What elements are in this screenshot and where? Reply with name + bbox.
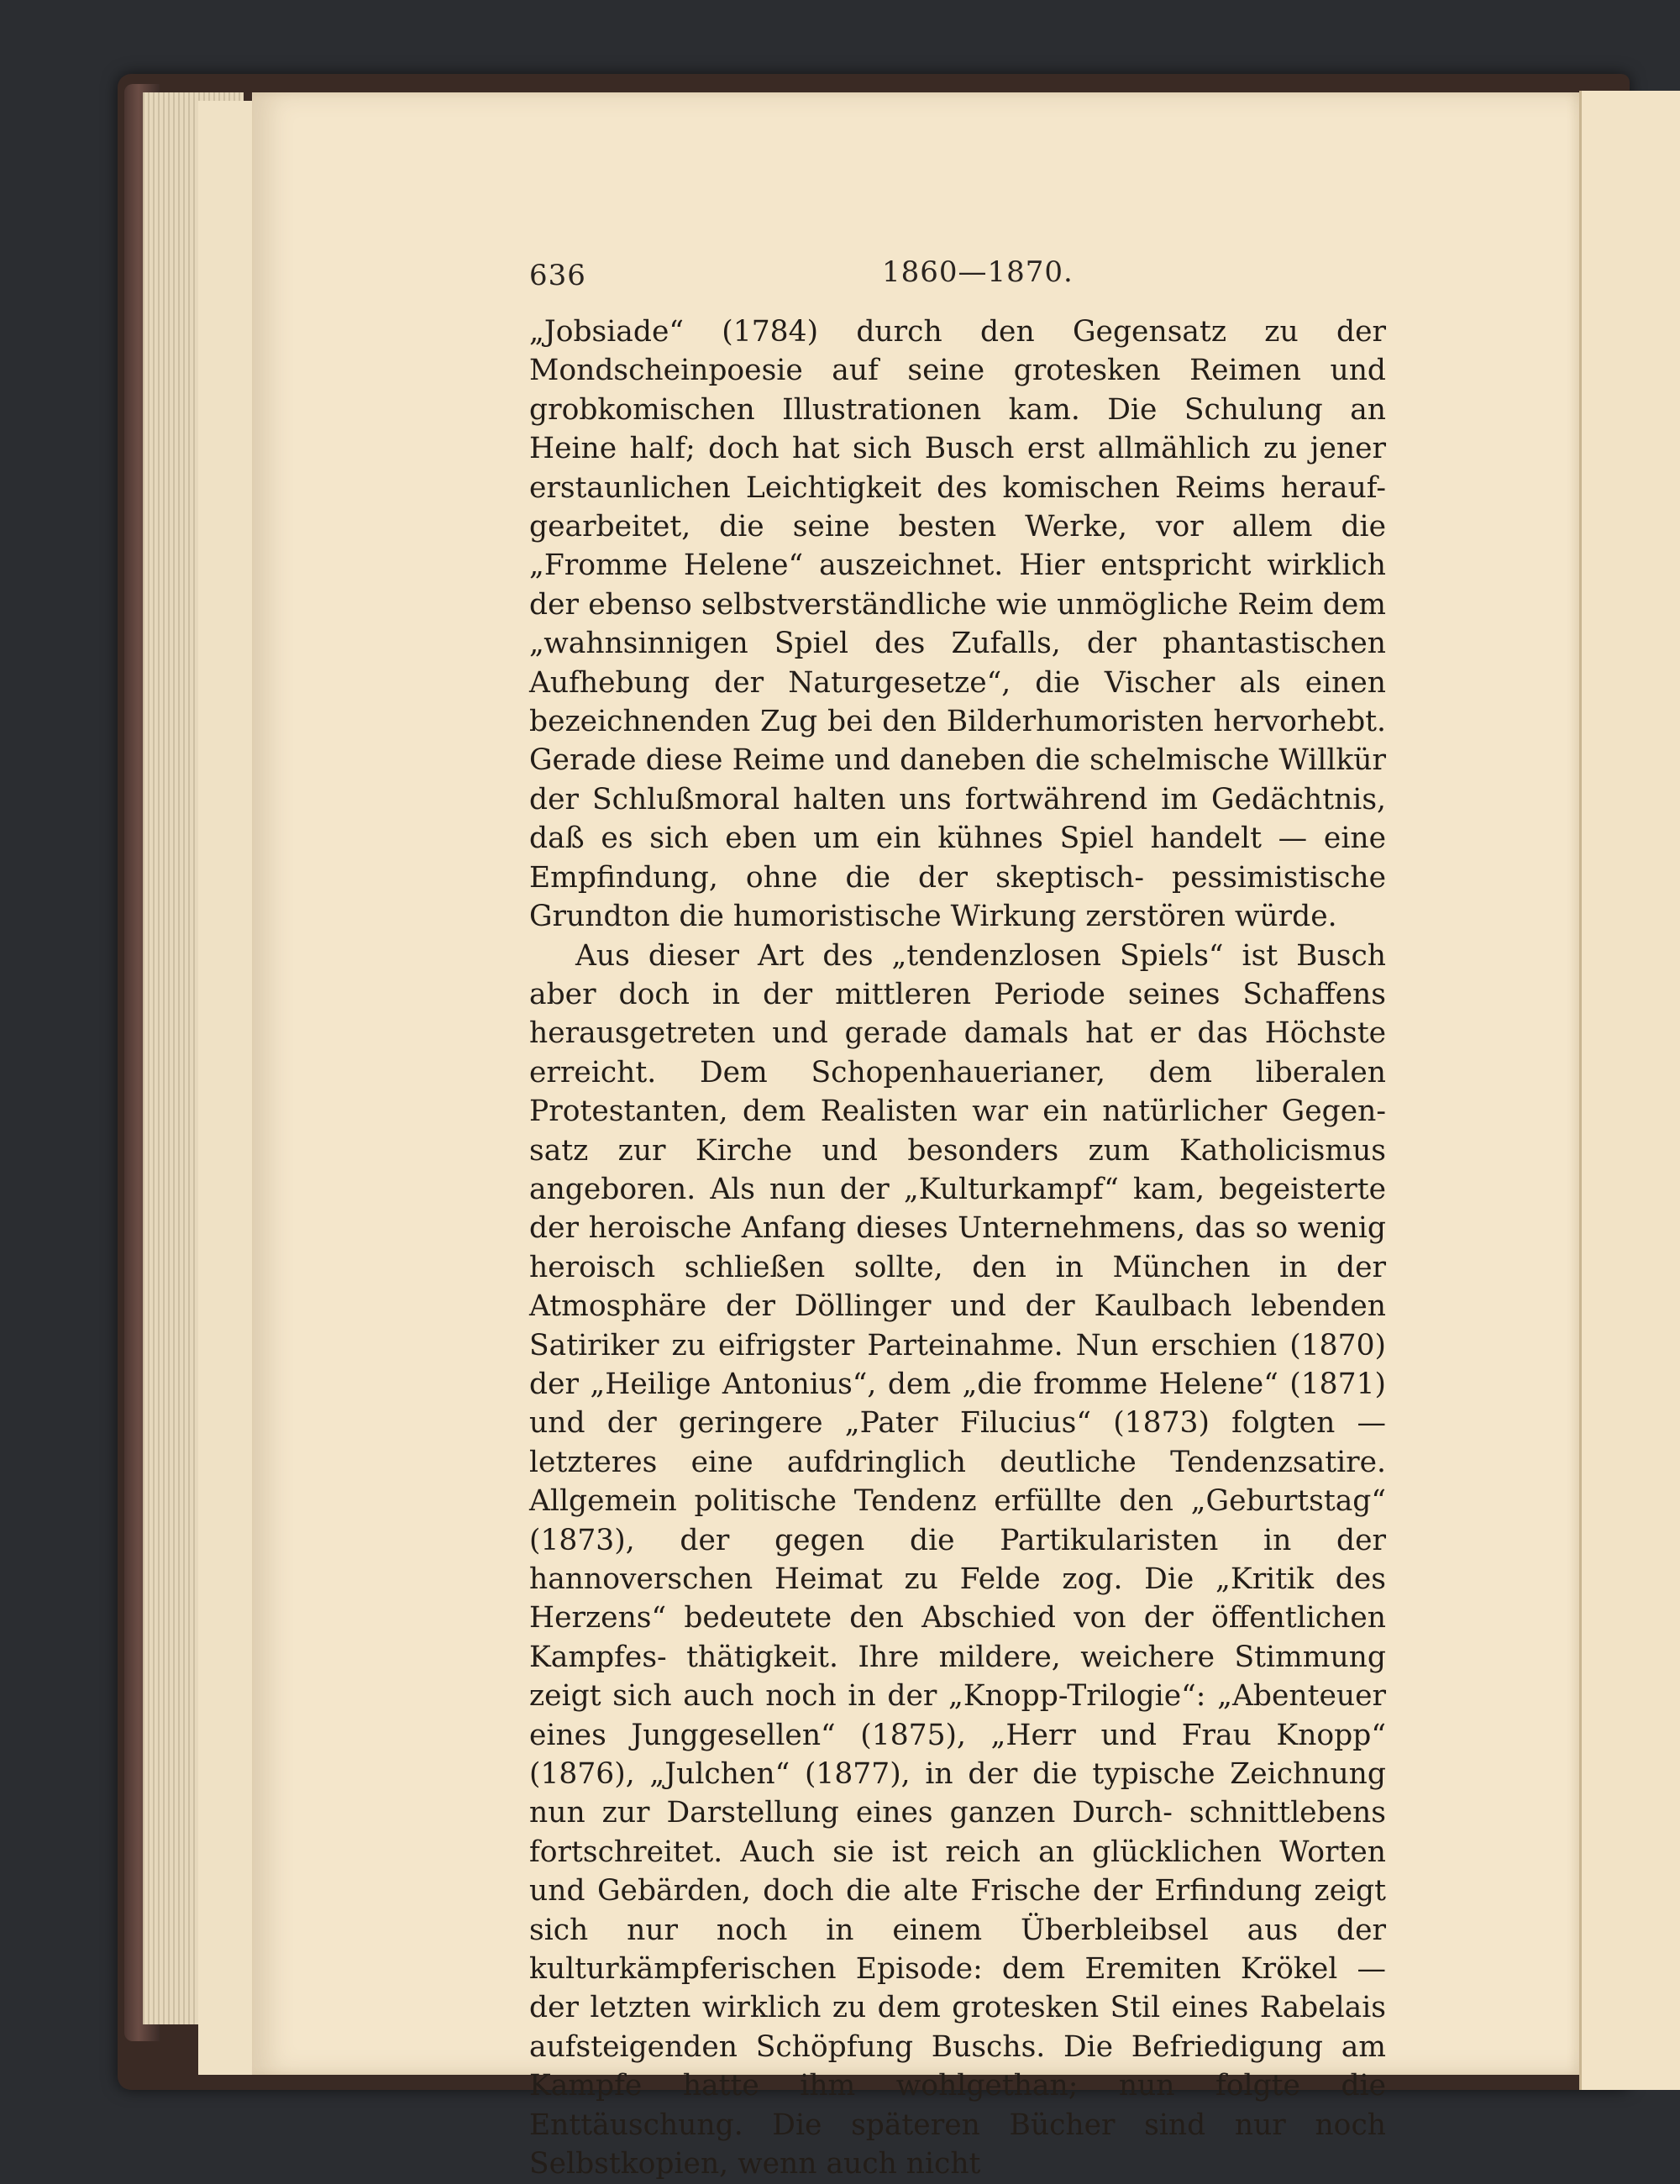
paragraph-2: Aus dieser Art des „tendenzlosen Spiels“ ist Busch aber doch in der mittleren Periode seines Schaffens herausgetreten und gerade damals hat er das Höchste erreicht. Dem Schopenhauerianer, dem liberalen Protestanten, dem Realisten war ein natürlicher Gegen- satz zur Kirche und besonders zum Katholicismus angeboren. Als nun der „Kulturkampf“ kam, begeisterte der heroische Anfang dieses Unternehmens, das so wenig heroisch schließen sollte, den in München in der Atmosphäre der Döllinger und der Kaulbach lebenden Satiriker zu eifrigster Parteinahme. Nun erschien (1870) der „Heilige Antonius“, dem „die fromme Helene“ (1871) und der geringere „Pater Filucius“ (1873) folgten — letzteres eine aufdringlich deutliche Tendenzsatire. Allgemein politische Tendenz erfüllte den „Geburtstag“ (1873), der gegen die Partikularisten in der hannoverschen Heimat zu Felde zog. Die „Kritik des Herzens“ bedeutete den Abschied von der öffentlichen Kampfes- thätigkeit. Ihre mildere, weichere Stimmung zeigt sich auch noch in der „Knopp-Trilogie“: „Abenteuer eines Junggesellen“ (1875), „Herr und Frau Knopp“ (1876), „Julchen“ (1877), in der die typische Zeichnung nun zur Darstellung eines ganzen Durch- schnittlebens fortschreitet. Auch sie ist reich an glücklichen Worten und Gebärden, doch die alte Frische der Erfindung zeigt sich nur noch in einem Überbleibsel aus der kulturkämpferischen Episode: dem Eremiten Krökel — der letzten wirklich zu dem grotesken Stil eines Rabelais aufsteigenden Schöpfung Buschs. Die Befriedigung am Kampfe hatte ihm wohlgethan; nun folgte die Enttäuschung. Die späteren Bücher sind nur noch Selbstkopien, wenn auch nicht <box>529 938 1386 2181</box>
page-header <box>529 252 1386 294</box>
body-text <box>529 312 1386 2184</box>
page-number: 636 <box>529 259 586 292</box>
paragraph-1: „Jobsiade“ (1784) durch den Gegensatz zu der Mondscheinpoesie auf seine grotesken Reimen und grobkomischen Illustrationen kam. Die Schulung an Heine half; doch hat sich Busch erst allmählich zu jener erstaunlichen Leichtigkeit des komischen Reims herauf- gearbeitet, die seine besten Werke, vor allem die „Fromme Helene“ auszeichnet. Hier entspricht wirklich der ebenso selbstverständliche wie unmögliche Reim dem „wahnsinnigen Spiel des Zufalls, der phantastischen Aufhebung der Naturgesetze“, die Vischer als einen bezeichnenden Zug bei den Bilderhumoristen hervorhebt. Gerade diese Reime und daneben die schelmische Willkür der Schlußmoral halten uns fortwährend im Gedächtnis, daß es sich eben um ein kühnes Spiel handelt — eine Empfindung, ohne die der skeptisch- pessimistische Grundton die humoristische Wirkung zerstören würde. <box>529 315 1386 934</box>
running-head: 1860—1870. <box>882 255 1074 289</box>
facing-page-edge <box>1579 91 1680 2090</box>
underlying-page-strip <box>198 101 259 2075</box>
